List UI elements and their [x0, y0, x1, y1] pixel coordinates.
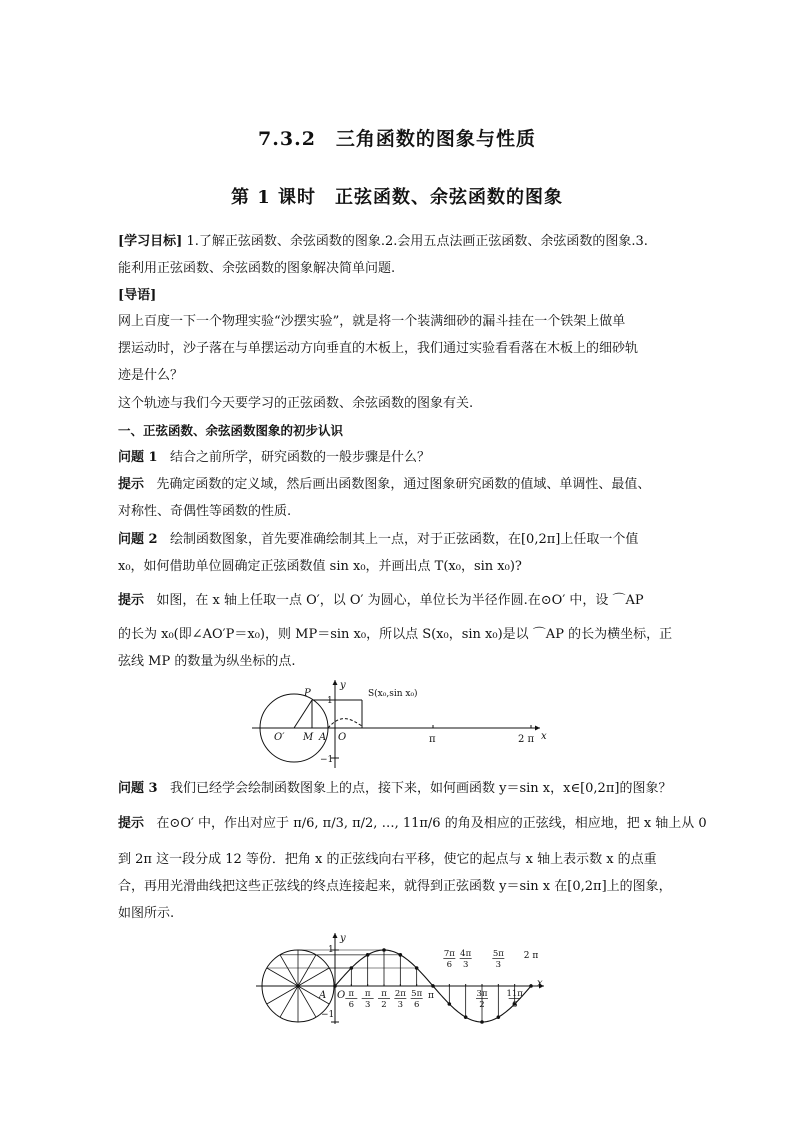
- y-label: y: [340, 680, 346, 691]
- bottom-tick-label-num: π: [348, 989, 355, 999]
- q1-hint-line-1: [118, 476, 684, 494]
- q1-hint-label: 提示: [118, 477, 145, 492]
- top-tick-label-num: 5π: [492, 949, 504, 959]
- circle-spoke: [298, 968, 329, 986]
- objectives-text-1: 1.了解正弦函数、余弦函数的图象.2.会用五点法画正弦函数、余弦函数的图象.3.: [186, 234, 648, 249]
- bottom-tick-label-den: 2: [381, 1000, 387, 1010]
- tick-1-label: 1: [328, 945, 334, 955]
- tick-neg1-label: −1: [320, 755, 334, 765]
- q2-hint-text-3: 弦线 MP 的数量为纵坐标的点.: [118, 654, 296, 669]
- point-o-label: O: [338, 732, 347, 743]
- curve-point: [497, 1015, 501, 1019]
- tick-2pi-label: 2 π: [518, 734, 535, 745]
- y-axis-arrow: [333, 933, 338, 938]
- x-label: x: [541, 731, 547, 742]
- top-tick-label-num: 7π: [443, 949, 455, 959]
- y-label: y: [340, 933, 346, 944]
- tick-pi-label: π: [429, 734, 436, 745]
- top-tick-label-den: 6: [446, 960, 453, 970]
- q3-hint-text-3: 合，再用光滑曲线把这些正弦线的终点连接起来，就得到正弦函数 y＝sin x 在[0,2π]上的图象，: [118, 879, 672, 894]
- bottom-tick-label-den: 6: [348, 1000, 355, 1010]
- circle-spoke: [280, 986, 298, 1017]
- q2-hint-text-2: 的长为 x₀(即∠AO′P＝x₀)，则 MP＝sin x₀，所以点 S(x₀，sin x₀)是以 ⌒AP 的长为横坐标，正: [118, 627, 673, 642]
- intro-label: [导语]: [118, 288, 157, 303]
- q3-label: 问题 3: [118, 781, 158, 796]
- circle-spoke: [280, 955, 298, 986]
- q2-hint-label: 提示: [118, 593, 145, 608]
- q2-text-2: x₀，如何借助单位圆确定正弦函数值 sin x₀，并画出点 T(x₀，sin x₀)?: [118, 559, 522, 574]
- arc-unroll-path: [328, 719, 362, 728]
- q1-hint-text-2: 对称性、奇偶性等函数的性质.: [118, 504, 292, 519]
- section-title: 7.3.2 三角函数的图象与性质: [258, 128, 536, 150]
- top-tick-label-num: 4π: [460, 949, 472, 959]
- curve-point: [464, 1015, 468, 1019]
- q3-hint-text-1: 在⊙O′ 中，作出对应于 π/6, π/3, π/2, …, 11π/6 的角及相应的正弦线，相应地，把 x 轴上从 0: [156, 816, 707, 831]
- q3-text: 我们已经学会绘制函数图象上的点，接下来，如何画函数 y＝sin x，x∈[0,2π]的图象？: [169, 781, 672, 796]
- q1-line: [118, 449, 684, 467]
- intro-line-1: 网上百度一下一个物理实验“沙摆实验”，就是将一个装满细砂的漏斗挂在一个铁架上做单: [118, 314, 626, 329]
- curve-point: [333, 984, 337, 988]
- tick-1-label: 1: [327, 696, 333, 706]
- objectives-line-1: [118, 233, 684, 251]
- top-tick-label-den: 3: [495, 960, 502, 970]
- point-m-label: M: [303, 732, 314, 743]
- intro-line-4: 这个轨迹与我们今天要学习的正弦函数、余弦函数的图象有关.: [118, 396, 474, 411]
- curve-point: [415, 966, 419, 970]
- bottom-tick-label-den: 6: [511, 1000, 518, 1010]
- section1-heading: 一、正弦函数、余弦函数图象的初步认识: [118, 423, 344, 438]
- q1-text: 结合之前所学，研究函数的一般步骤是什么？: [169, 450, 430, 465]
- bottom-tick-label-den: 3: [364, 1000, 371, 1010]
- top-tick-label-den: 3: [462, 960, 469, 970]
- radius-op: [294, 700, 312, 728]
- q2-hint-line-1: [118, 592, 684, 610]
- q1-hint-text-1: 先确定函数的定义域，然后画出函数图象，通过图象研究函数的值域、单调性、最值、: [156, 477, 651, 492]
- q2-line-1: [118, 531, 684, 549]
- curve-point: [480, 1020, 484, 1024]
- bottom-tick-label-num: 5π: [411, 989, 423, 999]
- q3-hint-text-4: 如图所示.: [118, 906, 175, 921]
- bottom-tick-label-num: 11π: [506, 989, 523, 999]
- bottom-tick-label-den: 6: [413, 1000, 420, 1010]
- bottom-tick-label-num: π: [381, 989, 387, 999]
- q1-label: 问题 1: [118, 450, 158, 465]
- point-s-label: S(x₀,sin x₀): [368, 689, 418, 699]
- curve-point: [382, 948, 386, 952]
- top-tick-label: 2 π: [523, 951, 539, 961]
- pi-label: π: [428, 991, 434, 1001]
- q2-text-1: 绘制函数图象，首先要准确绘制其上一点，对于正弦函数，在[0,2π]上任取一个值: [169, 532, 639, 547]
- x-axis-arrow: [535, 726, 540, 731]
- curve-point: [350, 966, 354, 970]
- circle-spoke: [298, 955, 316, 986]
- circle-spoke: [267, 968, 298, 986]
- curve-point: [366, 953, 370, 957]
- curve-point: [399, 953, 403, 957]
- bottom-tick-label-den: 3: [397, 1000, 404, 1010]
- intro-line-3: 迹是什么？: [118, 368, 184, 383]
- q2-hint-text-1: 如图，在 x 轴上任取一点 O′，以 O′ 为圆心，单位长为半径作圆.在⊙O′ 中，设 ⌒AP: [156, 593, 644, 608]
- y-axis-arrow: [333, 680, 338, 685]
- q3-hint-text-2: 到 2π 这一段分成 12 等份．把角 x 的正弦线向右平移，使它的起点与 x 轴上表示数 x 的点重: [118, 852, 657, 867]
- curve-point: [448, 1002, 452, 1006]
- x-label: x: [537, 978, 543, 989]
- q3-hint-line-1: [118, 815, 707, 833]
- lesson-title: 第 1 课时 正弦函数、余弦函数的图象: [230, 187, 564, 208]
- tick-neg1-label: −1: [321, 1010, 335, 1020]
- point-p-label: P: [304, 688, 311, 699]
- point-o-prime-label: O′: [274, 732, 285, 743]
- bottom-tick-label-num: 3π: [476, 989, 488, 999]
- curve-point: [431, 984, 435, 988]
- bottom-tick-label-num: π: [364, 989, 371, 999]
- circle-spoke: [267, 986, 298, 1004]
- point-o-label: O: [337, 990, 346, 1001]
- point-a-label: A: [319, 990, 327, 1001]
- intro-line-2: 摆运动时，沙子落在与单摆运动方向垂直的木板上，我们通过实验看看落在木板上的细砂轨: [118, 341, 639, 356]
- bottom-tick-label-den: 2: [479, 1000, 485, 1010]
- q2-label: 问题 2: [118, 532, 158, 547]
- curve-point: [529, 984, 533, 988]
- circle-spoke: [298, 986, 316, 1017]
- objectives-text-2: 能利用正弦函数、余弦函数的图象解决简单问题.: [118, 261, 396, 276]
- bottom-tick-label-num: 2π: [394, 989, 406, 999]
- objectives-label: [学习目标]: [118, 234, 183, 249]
- sine-curve-figure: [256, 928, 556, 1028]
- point-a-label: A: [319, 732, 327, 743]
- q3-line: [118, 780, 684, 798]
- q3-hint-label: 提示: [118, 816, 145, 831]
- unit-circle-figure: [252, 676, 552, 772]
